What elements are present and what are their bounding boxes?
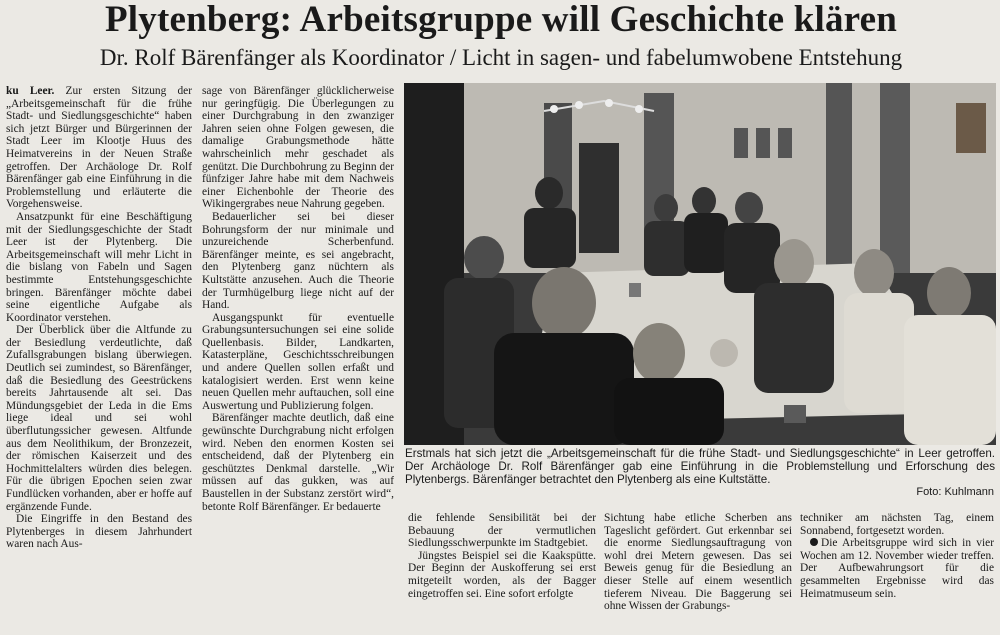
article-paragraph	[6, 513, 192, 551]
paragraph-text: sage von Bärenfänger glücklicherweise nur geringfügig. Die Überlegungen zu einer Durchgrabung in den zwanziger Jahren seien ohne Folgen gewesen, die damalige Grabungsmethode hätte wahrscheinlich mehr geschadet als genützt. Die Durchbohrung zu Beginn der fünfziger Jahre habe mit dem Nachweis einer Eichenbohle der Theorie des Wikingergrabes neue Nahrung gegeben.	[202, 85, 394, 211]
article-column-3	[408, 512, 596, 632]
photo-caption: Erstmals hat sich jetzt die „Arbeitsgemeinschaft für die frühe Stadt- und Siedlungsgeschichte“ in Leer getroffen. Der Archäologe Dr. Rolf Bärenfänger gab eine Einführung in die Problemstellung und Erforschung des Plytenbergs. Bärenfänger betrachtet den Plytenberg als eine Kultstätte.	[405, 447, 995, 486]
article-column-1	[6, 85, 192, 633]
dateline: ku Leer.	[6, 85, 55, 97]
paragraph-text: Bärenfänger machte deutlich, daß eine gewünschte Durchgrabung nicht erfolgen wird. Neben den enormen Kosten sei entscheidend, daß der Plytenberg ein geschütztes Denkmal darstelle. „Wir müssen auf das gukken, was auf Baustellen in der Substanz zerstört wird“, betonte Rolf Bärenfänger. Er bedauerte	[202, 412, 394, 513]
headline: Plytenberg: Arbeitsgruppe will Geschichte klären	[104, 0, 898, 40]
article-paragraph	[6, 211, 192, 324]
article-column-5	[800, 512, 994, 632]
meeting-photo	[404, 83, 996, 445]
paragraph-text: Ansatzpunkt für eine Beschäftigung mit der Siedlungsgeschichte der Stadt Leer ist der Plytenberg. Die Arbeitsgemeinschaft will mehr Licht in die bislang von Fabeln und Sagen bestimmte Entstehungsgeschichte bringen. Bärenfänger möchte dabei seine eigentliche Aufgabe als Koordinator verstehen.	[6, 210, 192, 324]
article-column-2	[202, 85, 394, 633]
paragraph-text: techniker am nächsten Tag, einem Sonnabend, fortgesetzt worden.	[800, 512, 994, 537]
article-paragraph	[202, 211, 394, 312]
bullet-icon	[810, 538, 818, 546]
paragraph-text: Die Eingriffe in den Bestand des Plytenberges in diesem Jahrhundert waren nach Aus-	[6, 513, 192, 551]
paragraph-text: die fehlende Sensibilität bei der Bebauung der vermutlichen Siedlungsschwerpunkte im Stadtgebiet.	[408, 512, 596, 550]
paragraph-text: Die Arbeitsgruppe wird sich in vier Wochen am 12. November wieder treffen. Der Aufbewahrungsort für die gesammelten Ergebnisse wird das Heimatmuseum sein.	[800, 537, 994, 600]
paragraph-text: Sichtung habe etliche Scherben ans Tageslicht gefördert. Gut erkennbar sei die enorme Siedlungsauftragung von wohl drei Metern gewesen. Das sei Beweis genug für die Besiedlung an dieser Stelle auf einem wesentlich tieferem Niveau. Die Baggerung sei ohne Wissen der Grabungs-	[604, 512, 792, 613]
article-paragraph	[202, 85, 394, 211]
article-paragraph	[604, 512, 792, 613]
article-column-4	[604, 512, 792, 632]
article-paragraph	[202, 412, 394, 513]
article-paragraph	[6, 85, 192, 211]
article-paragraph	[202, 312, 394, 413]
article-paragraph	[800, 537, 994, 600]
article-paragraph	[408, 550, 596, 600]
paragraph-text: Ausgangspunkt für eventuelle Grabungsuntersuchungen sei eine solide Quellenbasis. Bilder, Landkarten, Katasterpläne, Geschichtsschreibungen und andere Quellen sollen erfaßt und katalogisiert werden. Erst wenn keine neuen Quellen mehr auftauchen, soll eine Auswertung und Publizierung folgen.	[202, 311, 394, 412]
paragraph-text: Jüngstes Beispiel sei die Kaakspütte. Der Beginn der Auskofferung sei erst mitgeteilt worden, als der Bagger eingetroffen sei. Eine sofort erfolgte	[408, 549, 596, 600]
article-paragraph	[408, 512, 596, 550]
paragraph-text: Bedauerlicher sei bei dieser Bohrungsform der nur minimale und unzureichende Scherbenfund. Bärenfänger meinte, es sei angebracht, den Plytenberg ganz nüchtern als Kultstätte anzusehen. Auch die Theorie der Turmhügelburg liege nicht auf der Hand.	[202, 210, 394, 312]
article-paragraph	[6, 324, 192, 513]
subheadline: Dr. Rolf Bärenfänger als Koordinator / Licht in sagen- und fabelumwobene Entstehung	[99, 45, 903, 70]
article-paragraph	[800, 512, 994, 537]
paragraph-text: Zur ersten Sitzung der „Arbeitsgemeinschaft für die frühe Stadt- und Siedlungsgeschichte“ haben sich jetzt Bürger und Bürgerinnen der Stadt Leer im Klootje Huus des Heimatvereins in der Neuen Straße getroffen. Der Archäologe Dr. Rolf Bärenfänger gab eine Einführung in die Problemstellung und erläuterte die Vorgehensweise.	[6, 85, 192, 211]
paragraph-text: Der Überblick über die Altfunde zu der Besiedlung verdeutlichte, daß Zufallsgrabungen bislang überwiegen. Deutlich sei zumindest, so Bärenfänger, daß die Besiedlung des Geestrückens bereits Jahrtausende alt sei. Das Mündungsgebiet der Leda in die Ems liege ideal und sei wohl überflutungssicher gewesen. Altfunde aus dem Neolithikum, der Bronzezeit, der römischen Kaiserzeit und des Hochmittelalters würden dies belegen. Für die übrigen Epochen seien zwar Fundlücken vorhanden, aber er hoffe auf ergänzende Funde.	[6, 324, 192, 513]
photo-credit: Foto: Kuhlmann	[916, 486, 994, 498]
